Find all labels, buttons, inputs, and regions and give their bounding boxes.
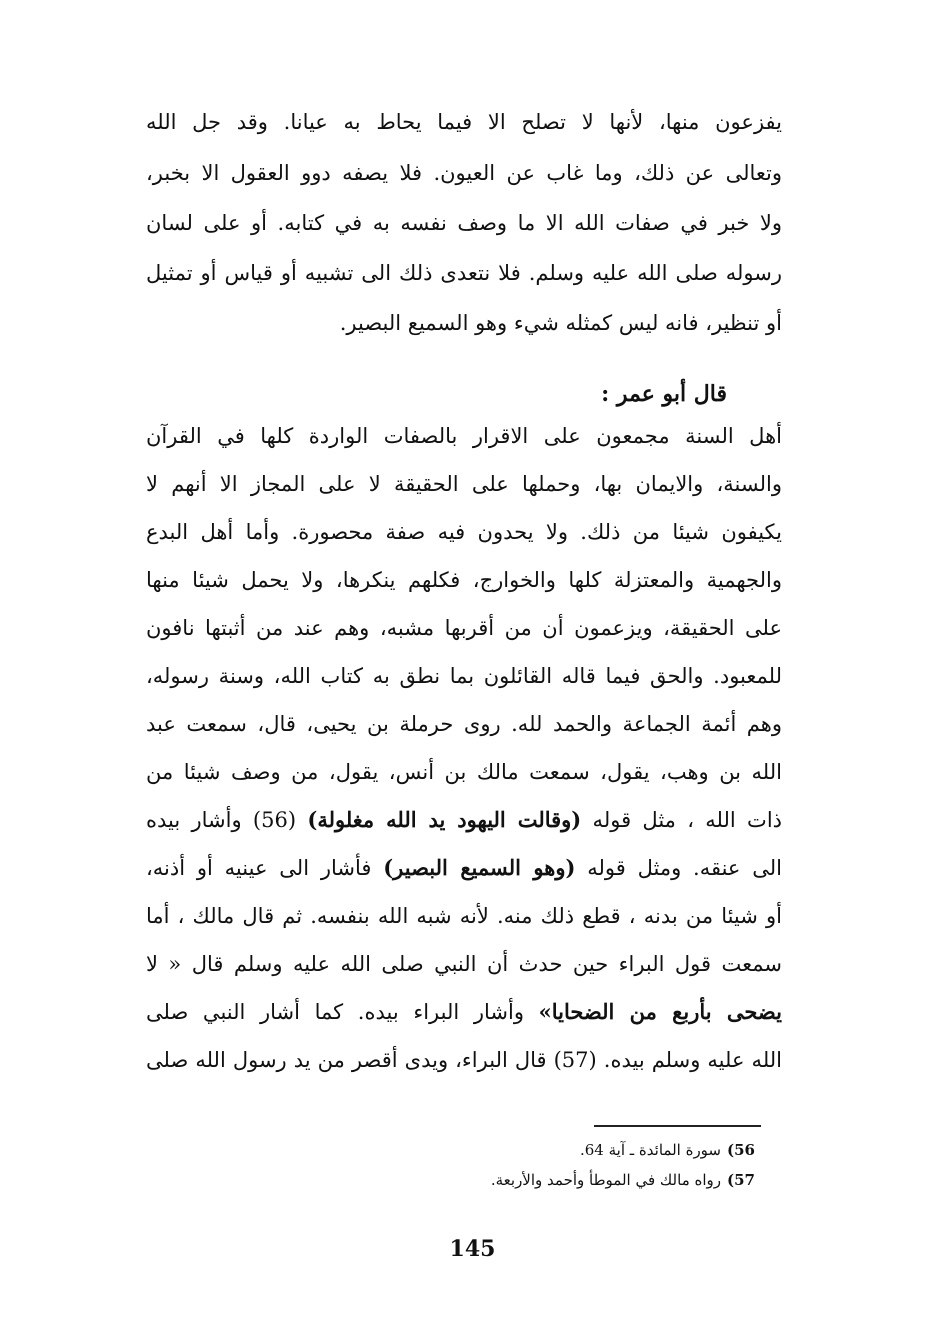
footnote-text: سورة المائدة ـ آية 64. [579,1141,722,1159]
text-line: وتعالى عن ذلك، وما غاب عن العيون. فلا يصفه دوو العقول الا بخبر، [146,161,782,185]
paragraph-2 [146,424,782,1072]
text-line: الله بن وهب، يقول، سمعت مالك بن أنس، يقول، من وصف شيئا من [146,760,782,784]
footnote-number: 56) [727,1141,755,1159]
text-segment: ذات الله ، مثل قوله [581,808,783,832]
paragraph-1 [146,110,782,335]
text-line: يفزعون منها، لأنها لا تصلح الا فيما يحاط به عيانا. وقد جل الله [146,110,782,134]
text-line: على الحقيقة، ويزعمون أن من أقربها مشبه، وهم عند من أثبتها نافون [146,616,782,640]
text-line: ولا خبر في صفات الله الا ما وصف نفسه به في كتابه. أو على لسان [146,211,782,235]
text-line: والسنة، والايمان بها، وحملها على الحقيقة لا على المجاز الا أنهم لا [146,472,782,496]
text-line: والجهمية والمعتزلة كلها والخوارج، فكلهم ينكرها، ولا يحمل شيئا منها [146,568,782,592]
text-line: للمعبود. والحق فيما قاله القائلون بما نطق به كتاب الله، وسنة رسوله، [146,664,782,688]
text-line: يكيفون شيئا من ذلك. ولا يحدون فيه صفة محصورة. وأما أهل البدع [146,520,782,544]
text-segment: الى عنقه. ومثل قوله [575,856,782,880]
text-line: الله عليه وسلم بيده. (57) قال البراء، ويدى أقصر من يد رسول الله صلى [146,1048,782,1072]
text-line: أهل السنة مجمعون على الاقرار بالصفات الواردة كلها في القرآن [146,424,782,448]
quran-quote: (وقالت اليهود يد الله مغلولة) [307,807,582,832]
text-line [146,1000,782,1024]
footnotes [491,1135,755,1195]
hadith-quote: يضحى بأربع من الضحايا» [538,999,782,1024]
text-line: أو شيئا من بدنه ، قطع ذلك منه. لأنه شبه الله بنفسه. ثم قال مالك ، أما [146,904,782,928]
quran-quote: (وهو السميع البصير) [383,855,576,880]
text-line [146,856,782,880]
text-line [146,808,782,832]
text-line: سمعت قول البراء حين حدث أن النبي صلى الله عليه وسلم قال « لا [146,952,782,976]
footnote [491,1165,755,1195]
text-line: رسوله صلى الله عليه وسلم. فلا نتعدى ذلك الى تشبيه أو قياس أو تمثيل [146,261,782,285]
text-segment: وأشار البراء بيده. كما أشار النبي صلى [146,1000,539,1024]
section-heading: قال أبو عمر : [601,381,727,407]
text-segment: (56) وأشار بيده [146,808,308,832]
footnote-divider [594,1125,761,1127]
page-number: 145 [449,1236,496,1262]
footnote-number: 57) [727,1171,755,1189]
text-line: أو تنظير، فانه ليس كمثله شيء وهو السميع البصير. [339,311,782,335]
footnote-text: رواه مالك في الموطأ وأحمد والأربعة. [490,1171,722,1189]
text-segment: فأشار الى عينيه أو أذنه، [146,856,384,880]
text-line: وهم أئمة الجماعة والحمد لله. روى حرملة بن يحيى، قال، سمعت عبد [146,712,782,736]
footnote [491,1135,755,1165]
